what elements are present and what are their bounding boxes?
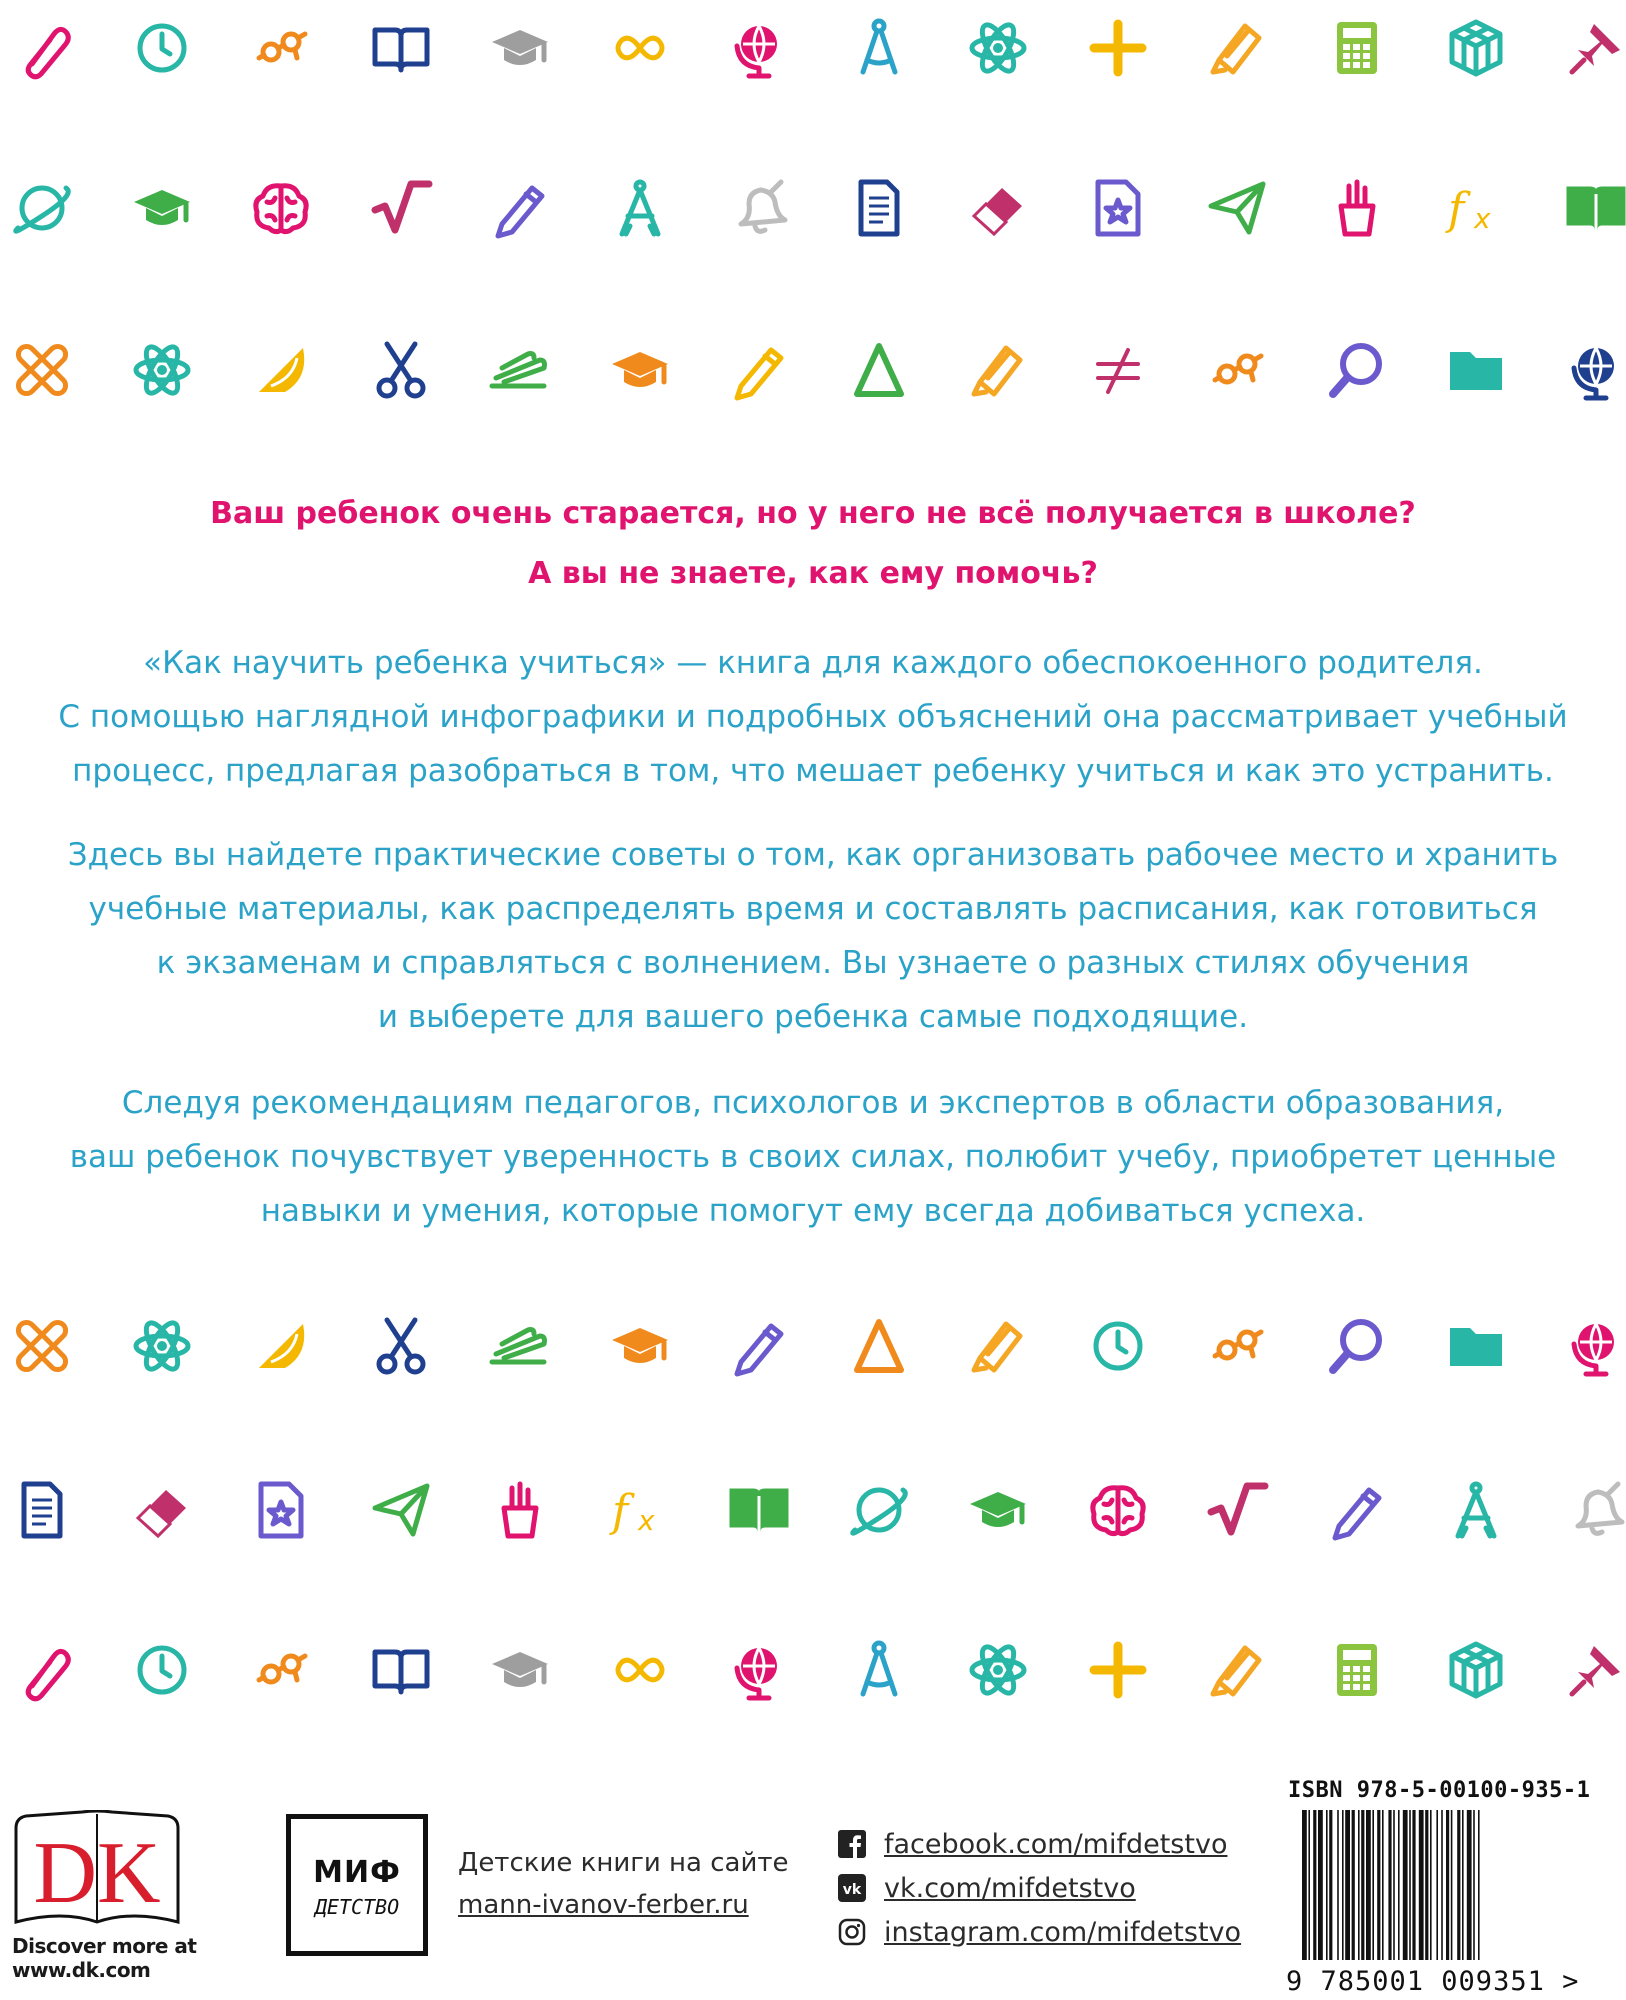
folder-icon: [1444, 1314, 1508, 1378]
site-label: Детские книги на сайте: [458, 1848, 789, 1878]
bell-icon: [1564, 1478, 1626, 1542]
brain-icon: [249, 176, 313, 240]
facebook-icon: [838, 1830, 866, 1858]
svg-text:vk: vk: [842, 1882, 862, 1898]
social-facebook[interactable]: [838, 1824, 1227, 1864]
paragraph-line: ваш ребенок почувствует уверенность в своих силах, полюбит учебу, приобретет ценные: [69, 1139, 1557, 1175]
pencil-icon: [1325, 1478, 1389, 1542]
paperclip-icon: [10, 1638, 74, 1702]
icon-row-3: [0, 330, 1626, 410]
barcode: [1300, 1810, 1616, 1978]
paragraph-line: процесс, предлагая разобраться в том, что мешает ребенку учиться и как это устранить.: [72, 753, 1554, 789]
paragraph-line: навыки и умения, которые помогут ему всегда добиваться успеха.: [260, 1193, 1366, 1229]
paragraph-line: к экзаменам и справляться с волнением. Вы узнаете о разных стилях обучения: [156, 945, 1470, 981]
square-root-icon: [1205, 1478, 1269, 1542]
paragraph-3: [0, 1076, 1626, 1238]
paragraph-line: С помощью наглядной инфографики и подробных объяснений она рассматривает учебный: [58, 699, 1568, 735]
cube-icon: [1444, 16, 1508, 80]
headline-line-2: А вы не знаете, как ему помочь?: [528, 556, 1098, 591]
pencil-cup-icon: [488, 1478, 552, 1542]
paragraph-line: Здесь вы найдете практические советы о том, как организовать рабочее место и хранить: [67, 837, 1559, 873]
molecule-icon: [1205, 338, 1269, 402]
isbn-label: ISBN 978-5-00100-935-1: [1288, 1778, 1591, 1803]
function-icon: [608, 1478, 672, 1542]
pushpin-icon: [1564, 1638, 1626, 1702]
folder-icon: [1444, 338, 1508, 402]
brain-icon: [1086, 1478, 1150, 1542]
compass-tool-icon: [847, 16, 911, 80]
paper-plane-icon: [1205, 176, 1269, 240]
highlighter-icon: [966, 1314, 1030, 1378]
paragraph-line: «Как научить ребенка учиться» — книга для каждого обеспокоенного родителя.: [143, 645, 1483, 681]
molecule-icon: [249, 16, 313, 80]
function-icon: [1444, 176, 1508, 240]
isbn-digits: 9 785001 009351 >: [1286, 1966, 1580, 1997]
document-icon: [847, 176, 911, 240]
calculator-icon: [1325, 1638, 1389, 1702]
eraser-icon: [966, 176, 1030, 240]
graduation-cap-icon: [130, 176, 194, 240]
atom-icon: [130, 1314, 194, 1378]
atom-icon: [966, 1638, 1030, 1702]
pencil-icon: [727, 338, 791, 402]
social-instagram-text: instagram.com/mifdetstvo: [884, 1916, 1242, 1948]
open-book-icon: [369, 16, 433, 80]
globe-icon: [1564, 338, 1626, 402]
mif-logo[interactable]: [286, 1814, 428, 1956]
drawing-compass-icon: [608, 176, 672, 240]
star-document-icon: [249, 1478, 313, 1542]
pencil-icon: [488, 176, 552, 240]
drawing-compass-icon: [1444, 1478, 1508, 1542]
book-icon: [1564, 176, 1626, 240]
paragraph-line: Следуя рекомендациям педагогов, психологов и экспертов в области образования,: [121, 1085, 1505, 1121]
icon-row-1: [0, 8, 1626, 88]
graduation-cap-icon: [608, 338, 672, 402]
magnifier-icon: [1325, 1314, 1389, 1378]
graduation-cap-icon: [608, 1314, 672, 1378]
atom-icon: [130, 338, 194, 402]
bell-icon: [727, 176, 791, 240]
open-book-icon: [369, 1638, 433, 1702]
svg-text:x: x: [1474, 202, 1491, 235]
paragraph-line: учебные материалы, как распределять время и составлять расписания, как готовиться: [88, 891, 1538, 927]
dk-caption-line-1: Discover more at: [12, 1934, 197, 1958]
social-instagram[interactable]: [838, 1912, 1241, 1952]
stapler-icon: [488, 1314, 552, 1378]
highlighter-icon: [1205, 1638, 1269, 1702]
globe-icon: [727, 1638, 791, 1702]
icon-row-6: [0, 1630, 1626, 1710]
dk-caption: [12, 1934, 202, 1982]
site-link[interactable]: mann-ivanov-ferber.ru: [458, 1890, 749, 1920]
magnifier-icon: [1325, 338, 1389, 402]
graduation-cap-icon: [488, 1638, 552, 1702]
social-facebook-text: facebook.com/mifdetstvo: [884, 1828, 1228, 1860]
headline-line-1: Ваш ребенок очень старается, но у него не всё получается в школе?: [210, 496, 1416, 531]
eraser-icon: [130, 1478, 194, 1542]
svg-text:f: f: [1448, 184, 1465, 235]
bandage-icon: [10, 338, 74, 402]
planet-icon: [847, 1478, 911, 1542]
svg-text:f: f: [611, 1486, 628, 1537]
graduation-cap-icon: [488, 16, 552, 80]
social-vk-text: vk.com/mifdetstvo: [884, 1872, 1136, 1904]
protractor-icon: [249, 338, 313, 402]
document-icon: [10, 1478, 74, 1542]
dk-logo-text: DK: [33, 1825, 161, 1922]
scissors-icon: [369, 338, 433, 402]
square-root-icon: [369, 176, 433, 240]
protractor-icon: [249, 1314, 313, 1378]
scissors-icon: [369, 1314, 433, 1378]
icon-row-2: [0, 168, 1626, 248]
plus-icon: [1086, 16, 1150, 80]
not-equal-icon: [1086, 338, 1150, 402]
compass-tool-icon: [847, 1638, 911, 1702]
graduation-cap-icon: [966, 1478, 1030, 1542]
pushpin-icon: [1564, 16, 1626, 80]
bandage-icon: [10, 1314, 74, 1378]
pencil-icon: [727, 1314, 791, 1378]
delta-icon: [847, 338, 911, 402]
svg-text:x: x: [637, 1504, 655, 1537]
icon-row-4: [0, 1306, 1626, 1386]
globe-icon: [727, 16, 791, 80]
calculator-icon: [1325, 16, 1389, 80]
icon-row-5: [0, 1470, 1626, 1550]
social-vk[interactable]: [838, 1868, 1136, 1908]
molecule-icon: [1205, 1314, 1269, 1378]
vk-icon: [838, 1874, 866, 1902]
clock-icon: [130, 1638, 194, 1702]
mif-logo-title: МИФ: [313, 1855, 401, 1890]
paragraph-1: [0, 636, 1626, 798]
paragraph-2: [0, 828, 1626, 1044]
delta-icon: [847, 1314, 911, 1378]
paragraph-line: и выберете для вашего ребенка самые подходящие.: [377, 999, 1249, 1035]
plus-icon: [1086, 1638, 1150, 1702]
highlighter-icon: [966, 338, 1030, 402]
infinity-icon: [608, 16, 672, 80]
infinity-icon: [608, 1638, 672, 1702]
book-icon: [727, 1478, 791, 1542]
stapler-icon: [488, 338, 552, 402]
molecule-icon: [249, 1638, 313, 1702]
mif-logo-subtitle: ДЕТСТВО: [314, 1895, 400, 1919]
dk-logo[interactable]: [12, 1810, 182, 1930]
clock-icon: [130, 16, 194, 80]
highlighter-icon: [1205, 16, 1269, 80]
planet-icon: [10, 176, 74, 240]
dk-caption-line-2[interactable]: www.dk.com: [12, 1958, 151, 1982]
paperclip-icon: [10, 16, 74, 80]
paper-plane-icon: [369, 1478, 433, 1542]
cube-icon: [1444, 1638, 1508, 1702]
clock-icon: [1086, 1314, 1150, 1378]
globe-icon: [1564, 1314, 1626, 1378]
instagram-icon: [838, 1918, 866, 1946]
star-document-icon: [1086, 176, 1150, 240]
pencil-cup-icon: [1325, 176, 1389, 240]
atom-icon: [966, 16, 1030, 80]
